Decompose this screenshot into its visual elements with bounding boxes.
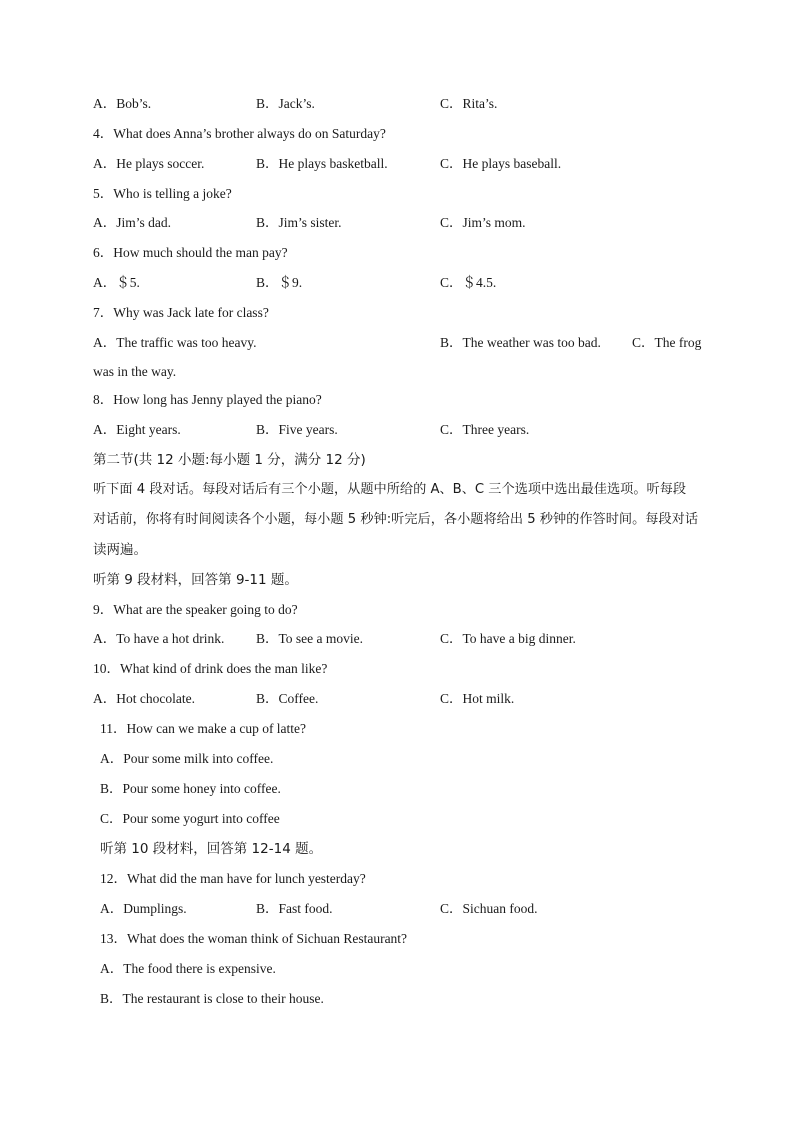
q6-option-a: A．＄5. bbox=[93, 275, 140, 290]
q13-option-b: B．The restaurant is close to their house. bbox=[100, 991, 324, 1006]
q5-option-b: B．Jim’s sister. bbox=[256, 215, 342, 230]
q8-question: 8．How long has Jenny played the piano? bbox=[93, 392, 322, 407]
q13-option-a: A．The food there is expensive. bbox=[100, 961, 276, 976]
q12-option-a: A．Dumplings. bbox=[100, 901, 187, 916]
q12-option-c: C．Sichuan food. bbox=[440, 901, 538, 916]
q9-option-a: A．To have a hot drink. bbox=[93, 631, 225, 646]
section2-instructions-line1: 听下面 4 段对话。每段对话后有三个小题，从题中所给的 A、B、C 三个选项中选出最佳选项。听每段 bbox=[93, 482, 687, 497]
q7-option-c: C．The frog bbox=[632, 335, 702, 350]
passage10-label: 听第 10 段材料，回答第 12-14 题。 bbox=[100, 841, 323, 857]
q10-question: 10．What kind of drink does the man like? bbox=[93, 661, 328, 676]
q7-question: 7．Why was Jack late for class? bbox=[93, 305, 269, 320]
q6-option-b: B．＄9. bbox=[256, 275, 303, 290]
q12-question: 12．What did the man have for lunch yesterday? bbox=[100, 871, 366, 886]
q9-option-b: B．To see a movie. bbox=[256, 631, 364, 646]
q10-option-b: B．Coffee. bbox=[256, 691, 319, 706]
q9-option-c: C．To have a big dinner. bbox=[440, 631, 576, 646]
q8-option-c: C．Three years. bbox=[440, 422, 530, 437]
q5-option-a: A．Jim’s dad. bbox=[93, 215, 172, 230]
q9-question: 9．What are the speaker going to do? bbox=[93, 602, 298, 617]
q4-question: 4．What does Anna’s brother always do on Saturday? bbox=[93, 126, 386, 141]
q11-option-b: B．Pour some honey into coffee. bbox=[100, 781, 281, 796]
q6-option-c: C．＄4.5. bbox=[440, 275, 497, 290]
section2-heading: 第二节(共 12 小题:每小题 1 分，满分 12 分) bbox=[93, 452, 366, 468]
q10-option-c: C．Hot milk. bbox=[440, 691, 515, 706]
section2-instructions-line2: 对话前，你将有时间阅读各个小题，每小题 5 秒钟:听完后，各小题将给出 5 秒钟的作答时间。每段对话 bbox=[93, 512, 699, 527]
q11-question: 11．How can we make a cup of latte? bbox=[100, 721, 307, 736]
q5-question: 5．Who is telling a joke? bbox=[93, 186, 232, 201]
q5-option-c: C．Jim’s mom. bbox=[440, 215, 526, 230]
q6-question: 6．How much should the man pay? bbox=[93, 245, 288, 260]
q4-option-a: A．He plays soccer. bbox=[93, 156, 205, 171]
passage9-label: 听第 9 段材料，回答第 9-11 题。 bbox=[93, 572, 298, 588]
q7-option-a: A．The traffic was too heavy. bbox=[93, 335, 257, 350]
q7-option-c-continued: was in the way. bbox=[93, 364, 177, 379]
q7-option-b: B．The weather was too bad. bbox=[440, 335, 601, 350]
q13-question: 13．What does the woman think of Sichuan Restaurant? bbox=[100, 931, 408, 946]
q3-option-c: C．Rita’s. bbox=[440, 96, 498, 111]
q10-option-a: A．Hot chocolate. bbox=[93, 691, 195, 706]
q8-option-a: A．Eight years. bbox=[93, 422, 181, 437]
q3-option-a: A．Bob’s. bbox=[93, 96, 152, 111]
q3-option-b: B．Jack’s. bbox=[256, 96, 315, 111]
q11-option-a: A．Pour some milk into coffee. bbox=[100, 751, 274, 766]
q4-option-c: C．He plays baseball. bbox=[440, 156, 562, 171]
section2-instructions-line3: 读两遍。 bbox=[93, 542, 147, 558]
q8-option-b: B．Five years. bbox=[256, 422, 338, 437]
q4-option-b: B．He plays basketball. bbox=[256, 156, 388, 171]
q11-option-c: C．Pour some yogurt into coffee bbox=[100, 811, 280, 826]
q12-option-b: B．Fast food. bbox=[256, 901, 333, 916]
